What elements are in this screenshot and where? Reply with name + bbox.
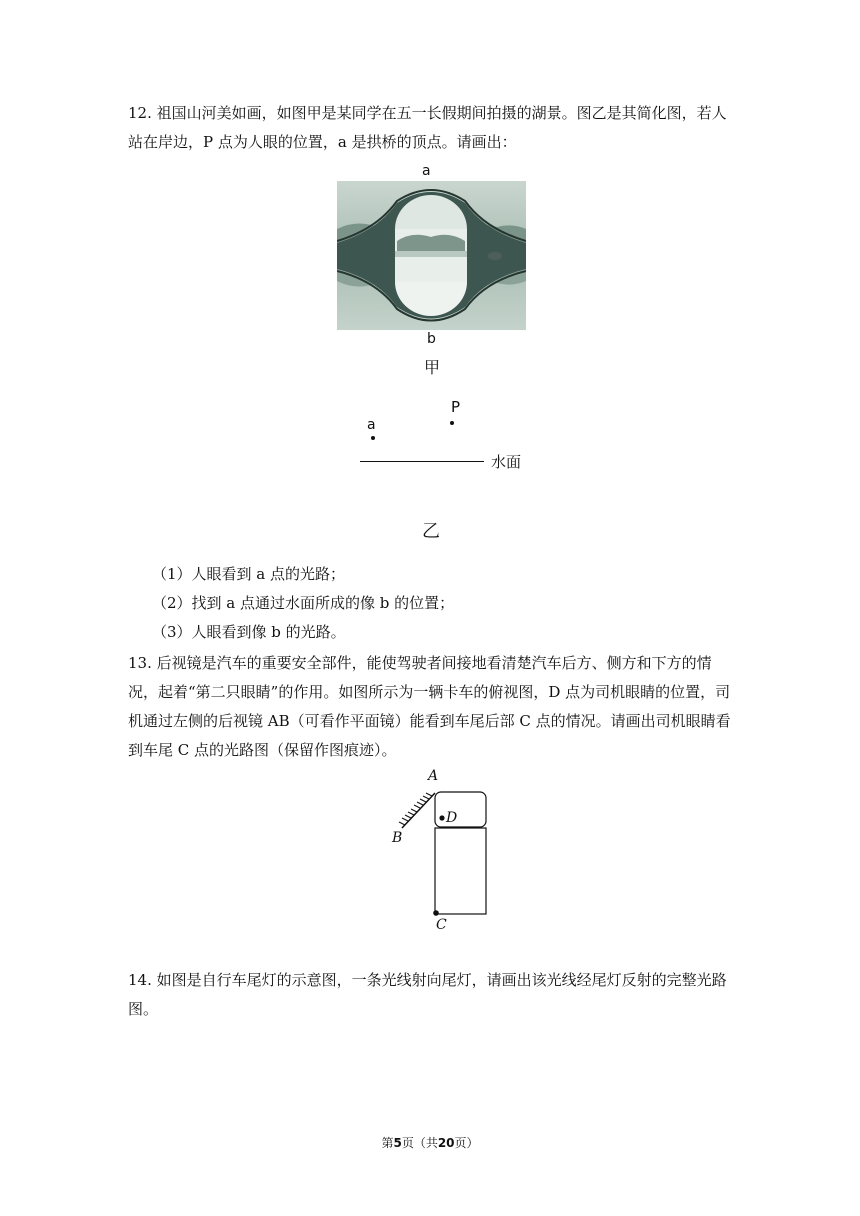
- label-d-eye: D: [446, 810, 458, 826]
- label-a-mirror: A: [428, 768, 439, 784]
- photo-label-a: a: [422, 163, 431, 179]
- q12-item-3: （3）人眼看到像 b 的光路。: [152, 623, 346, 641]
- point-p: [450, 421, 454, 425]
- photo-label-b: b: [427, 331, 436, 347]
- truck-diagram: [390, 768, 500, 938]
- question-12-text: 12. 祖国山河美如画，如图甲是某同学在五一长假期间拍摄的湖景。图乙是其简化图，若人站在岸边，P 点为人眼的位置，a 是拱桥的顶点。请画出：: [128, 104, 727, 151]
- question-14-text: 14. 如图是自行车尾灯的示意图，一条光线射向尾灯，请画出该光线经尾灯反射的完整光路图。: [128, 971, 727, 1018]
- q12-item-1: （1）人眼看到 a 点的光路；: [152, 565, 346, 583]
- water-surface-line: [360, 461, 484, 462]
- photo-caption: 甲: [424, 358, 441, 377]
- water-surface-label: 水面: [491, 453, 522, 471]
- diagram-label-a: a: [367, 417, 376, 433]
- diagram-caption: 乙: [422, 521, 440, 542]
- page-footer: 第5页（共20页）: [381, 1136, 479, 1150]
- label-c-rear: C: [436, 917, 447, 933]
- diagram-label-p: P: [451, 398, 461, 416]
- point-a: [371, 436, 375, 440]
- label-b-mirror: B: [392, 830, 403, 846]
- question-13-text: 13. 后视镜是汽车的重要安全部件，能使驾驶者间接地看清楚汽车后方、侧方和下方的情况，起着“第二只眼睛”的作用。如图所示为一辆卡车的俯视图，D 点为司机眼睛的位置，司机通过左侧的后视镜 AB（可看作平面镜）能看到车尾后部 C 点的情况。请画出司机眼睛看到车尾 C 点的光路图（保留作图痕迹）。: [128, 654, 731, 759]
- bridge-photo: [337, 181, 526, 330]
- q12-item-2: （2）找到 a 点通过水面所成的像 b 的位置；: [152, 594, 455, 612]
